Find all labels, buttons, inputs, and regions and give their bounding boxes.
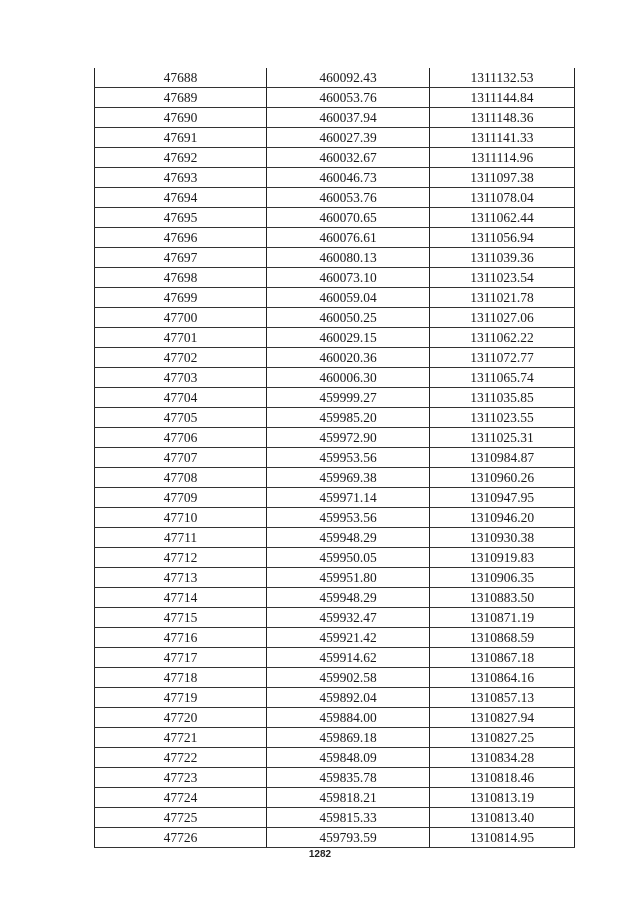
point-id-cell: 47691 xyxy=(95,128,267,148)
point-id-cell: 47688 xyxy=(95,68,267,88)
x-coordinate-cell: 460059.04 xyxy=(267,288,430,308)
x-coordinate-cell: 460027.39 xyxy=(267,128,430,148)
point-id-cell: 47692 xyxy=(95,148,267,168)
table-row xyxy=(95,268,575,288)
y-coordinate-cell: 1310814.95 xyxy=(430,828,575,848)
point-id-cell: 47721 xyxy=(95,728,267,748)
table-row xyxy=(95,68,575,88)
point-id-cell: 47715 xyxy=(95,608,267,628)
point-id-cell: 47695 xyxy=(95,208,267,228)
table-row xyxy=(95,708,575,728)
table-row xyxy=(95,788,575,808)
y-coordinate-cell: 1310813.19 xyxy=(430,788,575,808)
y-coordinate-cell: 1310871.19 xyxy=(430,608,575,628)
y-coordinate-cell: 1310947.95 xyxy=(430,488,575,508)
table-row xyxy=(95,648,575,668)
x-coordinate-cell: 459848.09 xyxy=(267,748,430,768)
table-row xyxy=(95,88,575,108)
x-coordinate-cell: 460053.76 xyxy=(267,188,430,208)
x-coordinate-cell: 459948.29 xyxy=(267,528,430,548)
x-coordinate-cell: 460050.25 xyxy=(267,308,430,328)
x-coordinate-cell: 460020.36 xyxy=(267,348,430,368)
y-coordinate-cell: 1310946.20 xyxy=(430,508,575,528)
x-coordinate-cell: 459999.27 xyxy=(267,388,430,408)
table-row xyxy=(95,408,575,428)
x-coordinate-cell: 459818.21 xyxy=(267,788,430,808)
table-row xyxy=(95,188,575,208)
table-row xyxy=(95,748,575,768)
x-coordinate-cell: 460032.67 xyxy=(267,148,430,168)
point-id-cell: 47707 xyxy=(95,448,267,468)
x-coordinate-cell: 459902.58 xyxy=(267,668,430,688)
table-row xyxy=(95,628,575,648)
x-coordinate-cell: 459969.38 xyxy=(267,468,430,488)
x-coordinate-cell: 459921.42 xyxy=(267,628,430,648)
point-id-cell: 47694 xyxy=(95,188,267,208)
x-coordinate-cell: 459815.33 xyxy=(267,808,430,828)
y-coordinate-cell: 1311141.33 xyxy=(430,128,575,148)
x-coordinate-cell: 459932.47 xyxy=(267,608,430,628)
point-id-cell: 47702 xyxy=(95,348,267,368)
point-id-cell: 47723 xyxy=(95,768,267,788)
x-coordinate-cell: 459948.29 xyxy=(267,588,430,608)
point-id-cell: 47698 xyxy=(95,268,267,288)
table-row xyxy=(95,288,575,308)
y-coordinate-cell: 1311027.06 xyxy=(430,308,575,328)
y-coordinate-cell: 1311023.54 xyxy=(430,268,575,288)
y-coordinate-cell: 1310960.26 xyxy=(430,468,575,488)
y-coordinate-cell: 1310868.59 xyxy=(430,628,575,648)
coordinates-table xyxy=(94,68,575,848)
y-coordinate-cell: 1311097.38 xyxy=(430,168,575,188)
y-coordinate-cell: 1310930.38 xyxy=(430,528,575,548)
table-row xyxy=(95,368,575,388)
point-id-cell: 47690 xyxy=(95,108,267,128)
y-coordinate-cell: 1311056.94 xyxy=(430,228,575,248)
y-coordinate-cell: 1311144.84 xyxy=(430,88,575,108)
x-coordinate-cell: 460046.73 xyxy=(267,168,430,188)
page-number: 1282 xyxy=(308,849,332,860)
x-coordinate-cell: 459951.80 xyxy=(267,568,430,588)
y-coordinate-cell: 1310818.46 xyxy=(430,768,575,788)
point-id-cell: 47724 xyxy=(95,788,267,808)
table-row xyxy=(95,388,575,408)
coordinates-table-container xyxy=(94,68,574,848)
table-row xyxy=(95,548,575,568)
point-id-cell: 47711 xyxy=(95,528,267,548)
point-id-cell: 47717 xyxy=(95,648,267,668)
table-row xyxy=(95,128,575,148)
y-coordinate-cell: 1311023.55 xyxy=(430,408,575,428)
table-row xyxy=(95,808,575,828)
y-coordinate-cell: 1311062.44 xyxy=(430,208,575,228)
table-row xyxy=(95,668,575,688)
point-id-cell: 47696 xyxy=(95,228,267,248)
x-coordinate-cell: 460070.65 xyxy=(267,208,430,228)
x-coordinate-cell: 460092.43 xyxy=(267,68,430,88)
table-row xyxy=(95,448,575,468)
table-row xyxy=(95,688,575,708)
x-coordinate-cell: 459884.00 xyxy=(267,708,430,728)
y-coordinate-cell: 1311039.36 xyxy=(430,248,575,268)
x-coordinate-cell: 460037.94 xyxy=(267,108,430,128)
y-coordinate-cell: 1310827.25 xyxy=(430,728,575,748)
x-coordinate-cell: 459835.78 xyxy=(267,768,430,788)
y-coordinate-cell: 1311072.77 xyxy=(430,348,575,368)
table-row xyxy=(95,468,575,488)
y-coordinate-cell: 1310827.94 xyxy=(430,708,575,728)
table-row xyxy=(95,228,575,248)
point-id-cell: 47720 xyxy=(95,708,267,728)
y-coordinate-cell: 1310906.35 xyxy=(430,568,575,588)
table-row xyxy=(95,568,575,588)
x-coordinate-cell: 460076.61 xyxy=(267,228,430,248)
x-coordinate-cell: 460080.13 xyxy=(267,248,430,268)
point-id-cell: 47699 xyxy=(95,288,267,308)
point-id-cell: 47693 xyxy=(95,168,267,188)
table-row xyxy=(95,488,575,508)
table-row xyxy=(95,248,575,268)
point-id-cell: 47722 xyxy=(95,748,267,768)
table-row xyxy=(95,828,575,848)
x-coordinate-cell: 460006.30 xyxy=(267,368,430,388)
point-id-cell: 47697 xyxy=(95,248,267,268)
x-coordinate-cell: 459869.18 xyxy=(267,728,430,748)
y-coordinate-cell: 1310984.87 xyxy=(430,448,575,468)
x-coordinate-cell: 459985.20 xyxy=(267,408,430,428)
point-id-cell: 47719 xyxy=(95,688,267,708)
point-id-cell: 47712 xyxy=(95,548,267,568)
x-coordinate-cell: 459971.14 xyxy=(267,488,430,508)
point-id-cell: 47708 xyxy=(95,468,267,488)
point-id-cell: 47709 xyxy=(95,488,267,508)
y-coordinate-cell: 1310864.16 xyxy=(430,668,575,688)
y-coordinate-cell: 1311021.78 xyxy=(430,288,575,308)
table-row xyxy=(95,608,575,628)
x-coordinate-cell: 459972.90 xyxy=(267,428,430,448)
y-coordinate-cell: 1311078.04 xyxy=(430,188,575,208)
table-row xyxy=(95,108,575,128)
y-coordinate-cell: 1310813.40 xyxy=(430,808,575,828)
point-id-cell: 47718 xyxy=(95,668,267,688)
table-row xyxy=(95,348,575,368)
x-coordinate-cell: 459793.59 xyxy=(267,828,430,848)
point-id-cell: 47701 xyxy=(95,328,267,348)
table-row xyxy=(95,168,575,188)
x-coordinate-cell: 459892.04 xyxy=(267,688,430,708)
y-coordinate-cell: 1311148.36 xyxy=(430,108,575,128)
table-row xyxy=(95,728,575,748)
y-coordinate-cell: 1311062.22 xyxy=(430,328,575,348)
y-coordinate-cell: 1310883.50 xyxy=(430,588,575,608)
point-id-cell: 47716 xyxy=(95,628,267,648)
table-row xyxy=(95,428,575,448)
point-id-cell: 47705 xyxy=(95,408,267,428)
table-row xyxy=(95,528,575,548)
point-id-cell: 47706 xyxy=(95,428,267,448)
x-coordinate-cell: 459953.56 xyxy=(267,508,430,528)
y-coordinate-cell: 1311114.96 xyxy=(430,148,575,168)
point-id-cell: 47700 xyxy=(95,308,267,328)
point-id-cell: 47726 xyxy=(95,828,267,848)
x-coordinate-cell: 460073.10 xyxy=(267,268,430,288)
y-coordinate-cell: 1310867.18 xyxy=(430,648,575,668)
x-coordinate-cell: 459950.05 xyxy=(267,548,430,568)
y-coordinate-cell: 1311132.53 xyxy=(430,68,575,88)
point-id-cell: 47704 xyxy=(95,388,267,408)
table-row xyxy=(95,328,575,348)
y-coordinate-cell: 1310919.83 xyxy=(430,548,575,568)
table-row xyxy=(95,208,575,228)
x-coordinate-cell: 459953.56 xyxy=(267,448,430,468)
x-coordinate-cell: 459914.62 xyxy=(267,648,430,668)
point-id-cell: 47689 xyxy=(95,88,267,108)
table-row xyxy=(95,768,575,788)
point-id-cell: 47703 xyxy=(95,368,267,388)
x-coordinate-cell: 460029.15 xyxy=(267,328,430,348)
point-id-cell: 47725 xyxy=(95,808,267,828)
point-id-cell: 47713 xyxy=(95,568,267,588)
y-coordinate-cell: 1310834.28 xyxy=(430,748,575,768)
table-row xyxy=(95,148,575,168)
y-coordinate-cell: 1310857.13 xyxy=(430,688,575,708)
table-row xyxy=(95,508,575,528)
table-row xyxy=(95,588,575,608)
x-coordinate-cell: 460053.76 xyxy=(267,88,430,108)
y-coordinate-cell: 1311065.74 xyxy=(430,368,575,388)
table-row xyxy=(95,308,575,328)
y-coordinate-cell: 1311035.85 xyxy=(430,388,575,408)
table-body xyxy=(95,68,575,848)
point-id-cell: 47710 xyxy=(95,508,267,528)
point-id-cell: 47714 xyxy=(95,588,267,608)
y-coordinate-cell: 1311025.31 xyxy=(430,428,575,448)
